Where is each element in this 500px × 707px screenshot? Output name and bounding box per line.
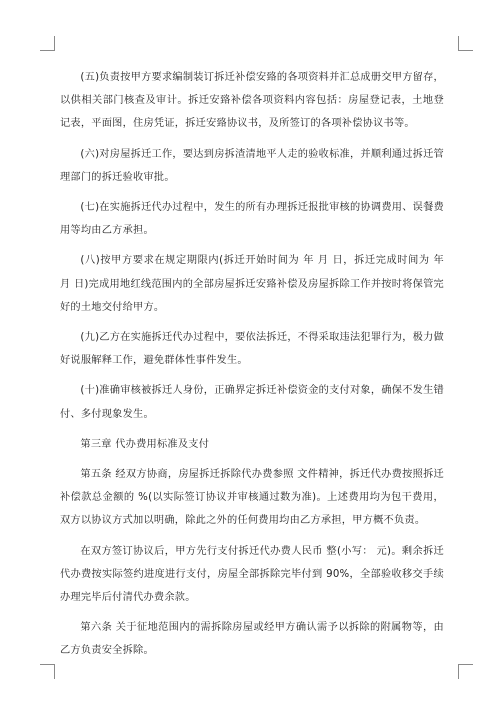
paragraph-item-10: (十)准确审核被拆迁人身份，正确界定拆迁补偿资金的支付对象，确保不发生错付、多付现象发生。 bbox=[60, 385, 444, 420]
article-6: 第六条 关于征地范围内的需拆除房屋或经甲方确认需予以拆除的附属物等，由乙方负责安全拆除。 bbox=[60, 622, 444, 657]
paragraph-item-6: (六)对房屋拆迁工作，要达到房拆渣清地平人走的验收标准，并顺利通过拆迁管理部门的拆迁验收审批。 bbox=[60, 148, 444, 183]
crop-mark-bottom-left bbox=[40, 664, 55, 679]
document-body bbox=[60, 66, 444, 670]
crop-mark-top-left bbox=[40, 36, 55, 51]
article-5: 第五条 经双方协商，房屋拆迁拆除代办费参照 文件精神，拆迁代办费按照拆迁补偿款总金额的 %(以实际签订协议并审核通过数为准)。上述费用均为包干费用，双方以协议方式加以明确，除此之外的任何费用均由乙方承担，甲方概不负责。 bbox=[60, 469, 444, 527]
paragraph-item-7: (七)在实施拆迁代办过程中，发生的所有办理拆迁报批审核的协调费用、误餐费用等均由乙方承担。 bbox=[60, 202, 444, 237]
crop-mark-top-right bbox=[458, 36, 473, 51]
payment-terms-paragraph: 在双方签订协议后，甲方先行支付拆迁代办费人民币 整(小写： 元)。剩余拆迁代办费按实际签约进度进行支付，房屋全部拆除完毕付到 90%，全部验收移交手续办理完毕后付清代办费余款。 bbox=[60, 545, 444, 604]
paragraph-item-9: (九)乙方在实施拆迁代办过程中，要依法拆迁，不得采取违法犯罪行为，极力做好说服解释工作，避免群体性事件发生。 bbox=[60, 332, 444, 367]
paragraph-item-8: (八)按甲方要求在规定期限内(拆迁开始时间为 年 月 日，拆迁完成时间为 年 月 日)完成用地红线范围内的全部房屋拆迁安臵补偿及房屋拆除工作并按时将保管完好的土地交付给甲方。 bbox=[60, 255, 444, 313]
paragraph-item-5: (五)负责按甲方要求编制装订拆迁补偿安臵的各项资料并汇总成册交甲方留存，以供相关部门核查及审计。拆迁安臵补偿各项资料内容包括：房屋登记表，土地登记表，平面图，住房凭证，拆迁安臵协议书，及所签订的各项补偿协议书等。 bbox=[60, 72, 444, 130]
crop-mark-bottom-right bbox=[458, 664, 473, 679]
chapter-heading: 第三章 代办费用标准及支付 bbox=[80, 438, 210, 450]
